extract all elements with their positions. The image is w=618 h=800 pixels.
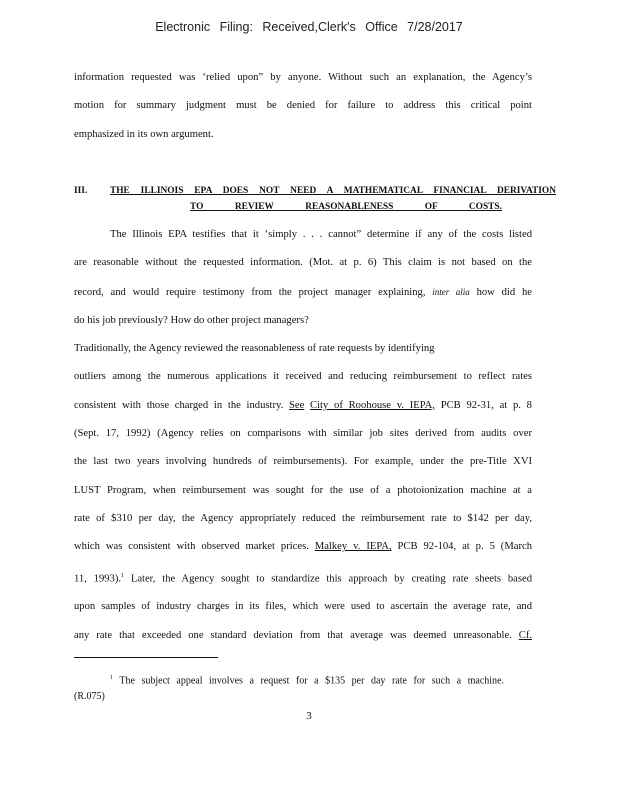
footnote-line: [74, 670, 504, 689]
footnote-reference[interactable]: 1: [121, 572, 125, 579]
text-fragment: record, and would require testimony from the project manager explaining,: [74, 286, 426, 298]
case-citation: City of Roohouse v. IEPA,: [310, 399, 435, 411]
text-line: The Illinois EPA testifies that it ‘simply . . . cannot” determine if any of the costs listed: [110, 229, 532, 240]
text-fragment: which was consistent with observed market prices.: [74, 541, 309, 553]
paragraph-intro: [74, 64, 532, 149]
text-line: outliers among the numerous applications it received and reducing reimbursement to reflect rates: [74, 371, 532, 383]
text-fragment: any rate that exceeded one standard deviation from that average was deemed unreasonable.: [74, 629, 512, 641]
text-line: are reasonable without the requested information. (Mot. at p. 6) This claim is not based on the: [74, 257, 532, 269]
text-line: [74, 562, 532, 594]
text-line: (Sept. 17, 1992) (Agency relies on comparisons with similar job sites derived from audits over: [74, 428, 532, 440]
text-fragment: PCB 92-104, at p. 5 (March: [397, 541, 532, 553]
text-fragment: consistent with those charged in the industry.: [74, 399, 284, 411]
text-fragment: Later, the Agency sought to standardize this approach by creating rate sheets based: [130, 573, 532, 585]
text-line: information requested was ‘relied upon” by anyone. Without such an explanation, the Agency’s: [74, 72, 532, 83]
italic-phrase: inter alia: [432, 286, 470, 297]
section-heading-line2: TO REVIEW REASONABLENESS OF COSTS.: [190, 202, 502, 212]
citation-signal: See: [289, 399, 305, 411]
text-line: emphasized in its own argument.: [74, 128, 214, 140]
section-number: III.: [74, 186, 88, 196]
text-line: Traditionally, the Agency reviewed the reasonableness of rate requests by identifying: [74, 343, 435, 355]
section-heading-line1: THE ILLINOIS EPA DOES NOT NEED A MATHEMATICAL FINANCIAL DERIVATION: [110, 186, 556, 196]
text-fragment: PCB 92-31, at p. 8: [440, 399, 532, 411]
text-line: [74, 278, 532, 307]
filing-stamp-header: Electronic Filing: Received,Clerk's Office 7/28/2017: [155, 20, 463, 34]
footnote-text: The subject appeal involves a request for a $135 per day rate for such a machine.: [119, 675, 504, 687]
text-line: rate of $310 per day, the Agency appropriately reduced the reimbursement rate to $142 per day,: [74, 512, 532, 524]
footnote-record-cite: (R.075): [74, 691, 105, 703]
citation-signal: Cf.: [518, 629, 532, 641]
text-line: the last two years involving hundreds of reimbursements). For example, under the pre-Title XVI: [74, 456, 532, 468]
text-line: motion for summary judgment must be denied for failure to address this critical point: [74, 100, 532, 112]
footnote-divider: [74, 657, 218, 658]
text-line: [74, 392, 532, 420]
text-line: [74, 622, 532, 650]
footnote: [74, 670, 504, 705]
footnote-marker: 1: [110, 675, 113, 681]
text-fragment: how did he: [476, 286, 532, 298]
paragraph-main: [74, 221, 532, 650]
text-line: do his job previously? How do other project managers?: [74, 314, 309, 326]
text-line: upon samples of industry charges in its files, which were used to ascertain the average rate, and: [74, 601, 532, 613]
text-fragment: 11, 1993).: [74, 573, 122, 585]
case-citation: Malkey v. IEPA,: [314, 541, 392, 553]
text-line: LUST Program, when reimbursement was sought for the use of a photoionization machine at a: [74, 484, 532, 496]
page-number: 3: [306, 710, 312, 722]
text-line: [74, 533, 532, 561]
